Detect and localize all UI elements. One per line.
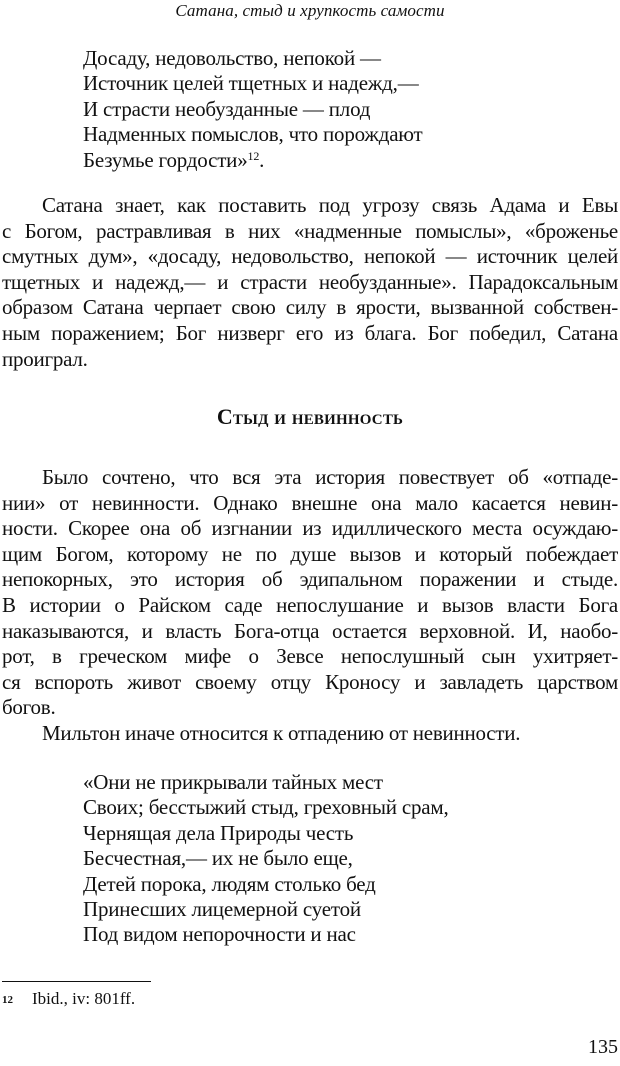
footnote — [2, 988, 135, 1010]
paragraph-line: смутных дум», «досаду, недовольство, непокой — источник целей — [2, 244, 618, 269]
paragraph-line: наказываются, и власть Бога-отца остается верховной. И, наобо- — [2, 618, 618, 643]
paragraph-line: рот, в греческом мифе о Зевсе непослушный сын ухитряет- — [2, 644, 618, 669]
paragraph-line: ным поражением; Бог низверг его из блага. Бог победил, Сатана — [2, 320, 618, 345]
footnote-divider — [2, 981, 151, 982]
verse-quote-1 — [83, 46, 423, 173]
paragraph-line: Было сочтено, что вся эта история повествует об «отпаде- — [42, 465, 618, 489]
section-heading: Стыд и невинность — [216, 404, 404, 429]
paragraph-line: ности. Скорее она об изгнании из идиллического места осуждаю- — [2, 516, 618, 541]
paragraph-line: Сатана знает, как поставить под угрозу связь Адама и Евы — [42, 193, 618, 217]
verse-quote-2 — [83, 770, 449, 948]
paragraph-milton — [2, 721, 618, 747]
paragraph-line: с Богом, растравливая в них «надменные помыслы», «броженье — [2, 218, 618, 243]
paragraph-line: богов. — [2, 695, 56, 720]
verse-line: Чернящая дела Природы честь — [83, 820, 354, 845]
verse-line-tail: . — [259, 147, 265, 172]
verse-line: Детей порока, людям столько бед — [83, 871, 376, 896]
verse-line: Источник целей тщетных и надежд,— — [83, 71, 419, 96]
paragraph-line: образом Сатана черпает свою силу в ярости, вызванной собствен- — [2, 295, 618, 320]
verse-line: Бесчестная,— их не было еще, — [83, 846, 353, 871]
verse-line: Надменных помыслов, что порождают — [83, 122, 423, 147]
verse-line: Принесших лицемерной суетой — [83, 897, 361, 922]
paragraph-line: проиграл. — [2, 346, 88, 371]
verse-line: Досаду, недовольство, непокой — — [83, 46, 381, 70]
paragraph-line: нии» от невинности. Однако внешне она мало касается невин- — [2, 490, 618, 515]
footnote-number: 12 — [2, 994, 13, 1006]
footnote-text: Ibid., iv: 801ff. — [32, 989, 136, 1008]
paragraph-line: щим Богом, которому не по душе вызов и который побеждает — [2, 541, 618, 566]
running-head: Сатана, стыд и хрупкость самости — [175, 1, 445, 20]
verse-line: Своих; бесстыжий стыд, греховный срам, — [83, 795, 449, 820]
paragraph-line: непокорных, это история об эдипальном поражении и стыде. — [2, 567, 618, 592]
paragraph-satan — [2, 193, 618, 372]
verse-line-text: Безумье гордости» — [83, 147, 248, 172]
verse-line: «Они не прикрывали тайных мест — [83, 770, 383, 794]
page-number: 135 — [588, 1036, 618, 1058]
footnote-reference[interactable]: 12 — [247, 148, 260, 163]
paragraph-innocence — [2, 465, 618, 721]
paragraph-line: ся вспороть живот своему отцу Кроносу и завладеть царством — [2, 669, 618, 694]
paragraph-line: В истории о Райском саде непослушание и вызов власти Бога — [2, 592, 618, 617]
verse-line: И страсти необузданные — плод — [83, 96, 371, 121]
paragraph-line: Мильтон иначе относится к отпадению от невинности. — [42, 721, 521, 745]
paragraph-line: тщетных и надежд,— и страсти необузданные». Парадоксальным — [2, 269, 618, 294]
verse-line: Под видом непорочности и нас — [83, 922, 356, 947]
verse-line-last — [83, 148, 423, 173]
